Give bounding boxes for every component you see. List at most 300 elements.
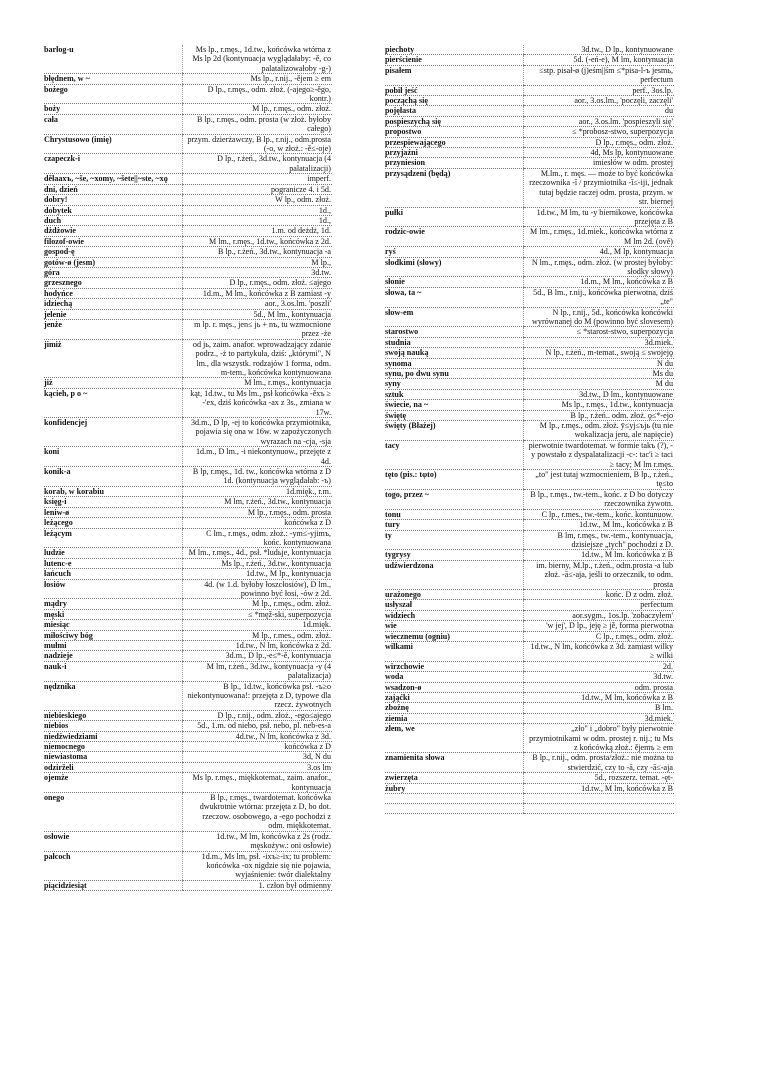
description-cell: 4d., M lp, kontynuacja [524, 247, 675, 257]
description-cell: 1d.m., Ms lm, psł. -ixъ≥-ix; tu problem: końcówka -ox nigdzie się nie pojawia, wyjaśnienie: twór dialektalny [183, 851, 333, 880]
description-cell: aor., 3.os.lm., 'poczęli, zaczęli' [524, 96, 675, 106]
term-cell: słowa, ta ~ [385, 287, 524, 307]
description-cell: N lp., r.nij., 5d., końcówka końcówki wyrównanej do M (powinno być slovesem) [524, 307, 675, 327]
table-row [385, 55, 674, 65]
description-cell: M lp., r.męs., odm. złoż. [183, 104, 333, 114]
table-row [44, 236, 332, 246]
table-row [44, 851, 332, 880]
description-cell: 3d.tw., D lp., kontynuowane [524, 45, 675, 55]
table-row [44, 267, 332, 277]
description-cell: M lp., [183, 257, 333, 267]
right-column [385, 45, 674, 814]
table-row [44, 205, 332, 215]
term-cell: wie [385, 621, 524, 631]
description-cell: 2d. [524, 661, 675, 671]
table-row [44, 651, 332, 661]
table-row [385, 277, 674, 287]
description-cell: B lp., r.żeń., 3d.tw., kontynuacja -a [183, 247, 333, 257]
table-row [44, 731, 332, 741]
description-cell: 1d.tw., M lm. końcówka z B [524, 550, 675, 560]
term-cell: miłościwy bóg [44, 630, 183, 640]
description-cell: D lp., r.męs., odm. złoż. (-ajego≥-ěgo, kontr.) [183, 84, 333, 104]
table-row [385, 65, 674, 85]
description-cell: m lp. r. męs., jen≤ jь + nъ, tu wzmocnione przez -że [183, 319, 333, 339]
description-cell: pierwotnie twardotemat. w formie takъ (?), -y powstało z dyspalatalizacji -c-: tac'i ≥ taci ≥ tacy; M lm r.męs. [524, 440, 675, 469]
table-row [44, 681, 332, 710]
description-cell: 3d.miek. [524, 713, 675, 723]
term-cell: czapeczk-i [44, 154, 183, 174]
description-cell: końcówka z D [183, 518, 333, 528]
description-cell: 1d., [183, 205, 333, 215]
table-row [385, 96, 674, 106]
description-cell: aor.sygm., 1os.lp. 'zobaczyłem' [524, 610, 675, 620]
description-cell: D lp., r.męs., odm. złoż. [524, 137, 675, 147]
table-row [44, 174, 332, 184]
term-cell: wirzchowie [385, 661, 524, 671]
table-row [44, 309, 332, 319]
description-cell: 3d.tw. [524, 672, 675, 682]
description-cell: aor., 3.os.lm. 'pospieszyli się' [524, 116, 675, 126]
term-cell: niebieskiego [44, 710, 183, 720]
description-cell: ≤ *starost-stwo, superpozycja [524, 327, 675, 337]
term-cell: syny [385, 379, 524, 389]
term-cell: barłog-u [44, 45, 183, 74]
term-cell: żubry [385, 783, 524, 793]
term-cell: tury [385, 520, 524, 530]
term-cell: leniw-ø [44, 507, 183, 517]
description-cell: 4d. (w 1.d. byłoby łoszcłosiów), D lm., powinno być łosi, -ów z 2d. [183, 579, 333, 599]
term-cell: męski [44, 609, 183, 619]
table-row [44, 721, 332, 731]
description-cell: końc. D z odm. złoż. [524, 589, 675, 599]
description-cell: „zło" i „dobro" były pierwotnie przymiotnikami w odm. prostej r. nij.; tu Ms z końcówką złoż.: ějemъ ≥ em [524, 724, 675, 753]
table-row [385, 127, 674, 137]
term-cell: pospieszychą się [385, 116, 524, 126]
description-cell: N du [524, 358, 675, 368]
table-row [385, 358, 674, 368]
table-row [44, 45, 332, 74]
term-cell: tonu [385, 509, 524, 519]
term-cell: ziemia [385, 713, 524, 723]
term-cell: nędznika [44, 681, 183, 710]
table-row [44, 84, 332, 104]
term-cell: leżącego [44, 518, 183, 528]
term-cell: nauk-i [44, 661, 183, 681]
table-row [385, 631, 674, 641]
table-row [385, 85, 674, 95]
term-cell: filozof-owie [44, 236, 183, 246]
term-cell: ty [385, 530, 524, 550]
table-row [44, 528, 332, 548]
table-row [44, 497, 332, 507]
glossary-table-right [385, 45, 674, 814]
term-cell: propostwo [385, 127, 524, 137]
term-cell: urażonego [385, 589, 524, 599]
table-row [385, 724, 674, 753]
table-row [385, 158, 674, 168]
term-cell: sztuk [385, 389, 524, 399]
term-cell: przyniesion [385, 158, 524, 168]
description-cell: od jь, zaim. anafor. wprowadzający zdanie podrz., -ż to partykuła, dziś: „którymi", N lm., dla wszystk. rodzajów 1 forma, odm. m-tem., końcówka kontynuowana [183, 339, 333, 378]
description-cell: B lp., r.męs., twardotemat. końcówka dwukrotnie wtórna: przejęta z D, bo dot. rzeczow. osobowego, a -ego pochodzi z odm. miękkotemat. [183, 793, 333, 832]
term-cell: pałcoch [44, 851, 183, 880]
term-cell: pisałem [385, 65, 524, 85]
description-cell: 4d.tw., N lm, końcówka z 3d. [183, 731, 333, 741]
description-cell: B lm, r.męs., tw.-tem., kontynuacja, dzisiejsze „tych" pochodzi z D. [524, 530, 675, 550]
term-cell: zwierzęta [385, 773, 524, 783]
description-cell: M lm., r.męs., 1d.tw., końcówka z 2d. [183, 236, 333, 246]
table-row [44, 257, 332, 267]
description-cell: du [524, 106, 675, 116]
term-cell: wsadzon-ø [385, 682, 524, 692]
table-row [44, 288, 332, 298]
description-cell: 5d., 1.m. od niebo, psł. nebo, pl. neb-es-a [183, 721, 333, 731]
table-row [385, 400, 674, 410]
term-cell: słodkimi (słowy) [385, 257, 524, 277]
empty-row [385, 794, 674, 804]
table-row [44, 507, 332, 517]
table-row [44, 418, 332, 447]
term-cell: gotów-ø (jesm) [44, 257, 183, 267]
description-cell: 1d.m., M lm., końcówka z B [524, 277, 675, 287]
term-cell: bożego [44, 84, 183, 104]
description-cell: 3d.m., D lp, -ej to końcówka przymiotnika, pojawia się ona w 16w. w zapożyczonych wyrazach na -cja, -sja [183, 418, 333, 447]
term-cell: pułki [385, 207, 524, 227]
table-row [385, 421, 674, 441]
term-cell: jiż [44, 378, 183, 388]
term-cell: jimiż [44, 339, 183, 378]
term-cell: togo, przez ~ [385, 489, 524, 509]
table-row [44, 558, 332, 568]
table-row [44, 609, 332, 619]
term-cell: ojemże [44, 773, 183, 793]
description-cell: 1d.tw., M lm, końcówka z B [524, 693, 675, 703]
table-row [44, 247, 332, 257]
term-cell: łańcuch [44, 569, 183, 579]
table-row [44, 74, 332, 84]
description-cell: M lp., r.męs., odm. złoż. ȳ≤yj≤ъjь (tu nie wokalizacja jeru, ale napięcie) [524, 421, 675, 441]
term-cell: niemocnego [44, 742, 183, 752]
description-cell: Ms du [524, 369, 675, 379]
term-cell: konfidencjej [44, 418, 183, 447]
table-row [385, 247, 674, 257]
description-cell: 1d.tw., N lm, końcówka z 3d. zamiast wilky ≥ wilki [524, 641, 675, 661]
term-cell: onego [44, 793, 183, 832]
term-cell: starostwo [385, 327, 524, 337]
description-cell: M lm, r.żeń., 3d.tw., kontynuacja [183, 497, 333, 507]
term-cell: łosiów [44, 579, 183, 599]
table-row [385, 389, 674, 399]
term-cell: koni [44, 447, 183, 467]
description-cell: 1d.m., D lm., -i niekontynuow., przejęte z 4d. [183, 447, 333, 467]
term-cell: znamienita słowa [385, 753, 524, 773]
table-row [385, 327, 674, 337]
table-row [385, 369, 674, 379]
term-cell: błędnem, w ~ [44, 74, 183, 84]
description-cell: D lp., r.męs., odm. złoż. ≤ajego [183, 278, 333, 288]
description-cell: 'w jej', D lp., jeję ≥ jě, forma pierwotna [524, 621, 675, 631]
term-cell: niewiastoma [44, 752, 183, 762]
description-cell: N lp., r.żeń., m-temat., swoją ≤ swojejǫ [524, 348, 675, 358]
description-cell: M lp., r.męs., odm. złoż. [183, 599, 333, 609]
description-cell: M lm, r.żeń., 3d.tw., kontynuacja -y (4 palatalizacja) [183, 661, 333, 681]
term-cell: piącidziesiąt [44, 880, 183, 890]
table-row [44, 447, 332, 467]
description-cell: Ms lp., r.męs., 1d.tw., końcówka wtórna z Ms lp 2d (kontynuacja wyglądałaby: -ě, co palatalizowałoby -g-) [183, 45, 333, 74]
description-cell: B lp, r.męs., 1d. tw., końcówka wtórna z D 1d. (kontynuacja wyglądałab: -ъ) [183, 467, 333, 487]
description-cell: ≤ *męž-ski, superpozycja [183, 609, 333, 619]
term-cell: słow-em [385, 307, 524, 327]
description-cell: 5d., B lm., r.nij., końcówka pierwotna, dziś „te" [524, 287, 675, 307]
description-cell: 5d. (-eń-e), M lm, kontynuacja [524, 55, 675, 65]
table-row [44, 388, 332, 417]
table-row [44, 319, 332, 339]
description-cell: W lp., odm. złoż. [183, 195, 333, 205]
table-row [385, 148, 674, 158]
description-cell: końcówka z D [183, 742, 333, 752]
table-row [44, 548, 332, 558]
table-row [385, 168, 674, 207]
term-cell: świecie, na ~ [385, 400, 524, 410]
term-cell: usłyszał [385, 600, 524, 610]
term-cell: leżącym [44, 528, 183, 548]
table-row [44, 339, 332, 378]
term-cell: dobytek [44, 205, 183, 215]
table-row [385, 783, 674, 793]
description-cell: M.lm., r. męs. — może to być końcówka rzeczownika -ǐ / przymiotnika -ǐ≤-iji, jednak tutaj będzie raczej odm. prosta, przym. w str. biernej [524, 168, 675, 207]
description-cell: Ms lp. r.męs., miękkotemat., zaim. anafor., kontynuacja [183, 773, 333, 793]
description-cell: B lp., r.męs., odm. prosta (w złoż. byłoby całego) [183, 114, 333, 134]
table-row [385, 410, 674, 420]
term-cell: niedźwiedziami [44, 731, 183, 741]
table-row [44, 378, 332, 388]
description-cell: przym. dzierżawczy, B lp., r.nij., odm.prosta (-o, w złoż.: -ě≤-oje) [183, 134, 333, 154]
description-cell: 3d, N du [183, 752, 333, 762]
term-cell: jelenie [44, 309, 183, 319]
term-cell: przespiewającego [385, 137, 524, 147]
term-cell: synoma [385, 358, 524, 368]
table-row [385, 600, 674, 610]
table-row [44, 226, 332, 236]
term-cell: odzirželi [44, 762, 183, 772]
term-cell: boży [44, 104, 183, 114]
description-cell: Ms lp., r.męs., 1d.tw., kontynuacja [524, 400, 675, 410]
description-cell: 3d.tw., D lm., kontynuowane [524, 389, 675, 399]
table-row [385, 489, 674, 509]
description-cell: im. bierny, M.lp., r.żeń., odm.prosta -a lub złoż. -ā≤-aja, jeśli to orzecznik, to odm. prosta [524, 560, 675, 589]
description-cell: 1d.tw., M lm, końcówka z B [524, 783, 675, 793]
term-cell: wiecznemu (ogniu) [385, 631, 524, 641]
table-row [385, 45, 674, 55]
term-cell: dżdżowie [44, 226, 183, 236]
description-cell: 4d, Ms lp, kontynuowane [524, 148, 675, 158]
description-cell: ≤stp. pisał-ø (j)eśm||śm ≤*pisa-l-ъ jesmь, perfectum [524, 65, 675, 85]
term-cell: udźwierdzona [385, 560, 524, 589]
table-row [385, 137, 674, 147]
table-row [44, 880, 332, 890]
table-row [385, 106, 674, 116]
term-cell: miesiąc [44, 620, 183, 630]
term-cell: piechoty [385, 45, 524, 55]
description-cell: 3d.tw. [183, 267, 333, 277]
description-cell: 1d.tw., M lm, końcówka z 2s (rodz. męskożyw.: oni osłowie) [183, 831, 333, 851]
table-row [385, 520, 674, 530]
description-cell: M du [524, 379, 675, 389]
table-row [44, 752, 332, 762]
table-row [385, 287, 674, 307]
term-cell: pobił jeść [385, 85, 524, 95]
description-cell: 1.m. od deżdż, 1d. [183, 226, 333, 236]
term-cell: złem, we [385, 724, 524, 753]
table-row [385, 703, 674, 713]
term-cell: dni, dzień [44, 184, 183, 194]
table-row [44, 134, 332, 154]
term-cell: Chrystusowo (imię) [44, 134, 183, 154]
term-cell: niebios [44, 721, 183, 731]
table-row [44, 640, 332, 650]
description-cell: C lp., r.męs., odm. złoż. [524, 631, 675, 641]
table-row [385, 307, 674, 327]
description-cell: aor., 3.os.lm. 'poszli' [183, 299, 333, 309]
term-cell: děłaaxъ, ~še, ~xomy, ~šete||~ste, ~xǫ [44, 174, 183, 184]
description-cell: 1d.tw., N lm, końcówka z 2d. [183, 640, 333, 650]
table-row [385, 550, 674, 560]
term-cell: idziechą [44, 299, 183, 309]
description-cell: 3.os lm [183, 762, 333, 772]
term-cell: słonie [385, 277, 524, 287]
description-cell: 1d.mięk. [183, 620, 333, 630]
table-row [385, 713, 674, 723]
table-row [44, 630, 332, 640]
term-cell: gospod-ę [44, 247, 183, 257]
description-cell: odm. prosta [524, 682, 675, 692]
description-cell: 1d., [183, 215, 333, 225]
table-row [44, 742, 332, 752]
term-cell: ryś [385, 247, 524, 257]
term-cell: swoją nauką [385, 348, 524, 358]
description-cell: 3d.m., D lp.,-e≤*-ě, kontynuacja [183, 651, 333, 661]
term-cell: tygrysy [385, 550, 524, 560]
table-row [385, 470, 674, 490]
description-cell: 5d., rozszerz. temat. -ęt- [524, 773, 675, 783]
term-cell: mądry [44, 599, 183, 609]
table-row [385, 337, 674, 347]
table-row [44, 104, 332, 114]
description-cell: 1d.tw., M lm, tu -y biernikowe, końcówka przejęta z B [524, 207, 675, 227]
description-cell: „to" jest tutaj wzmocnieniem, B lp., r.żeń., tę≤to [524, 470, 675, 490]
term-cell: świętę [385, 410, 524, 420]
table-row [385, 672, 674, 682]
table-row [44, 518, 332, 528]
table-row [44, 620, 332, 630]
table-row [385, 753, 674, 773]
description-cell: B lp., r.męs., tw.-tem., końc. z D bo dotyczy rzeczownika żywotn. [524, 489, 675, 509]
table-row [44, 773, 332, 793]
term-cell: tacy [385, 440, 524, 469]
table-row [385, 693, 674, 703]
description-cell: perfectum [524, 600, 675, 610]
table-row [385, 560, 674, 589]
table-row [385, 641, 674, 661]
term-cell: mułmi [44, 640, 183, 650]
term-cell: wilkami [385, 641, 524, 661]
term-cell: grzesznego [44, 278, 183, 288]
table-row [385, 661, 674, 671]
term-cell: począchą się [385, 96, 524, 106]
table-row [44, 195, 332, 205]
term-cell: studnia [385, 337, 524, 347]
table-row [385, 227, 674, 247]
description-cell: D lp., r.nij., odm. złoż., -ego≤ajego [183, 710, 333, 720]
glossary-table-left [44, 45, 332, 891]
term-cell: dobry! [44, 195, 183, 205]
table-row [44, 579, 332, 599]
description-cell: 5d., M lm., kontynuacja [183, 309, 333, 319]
table-row [44, 154, 332, 174]
description-cell: B lp., r.żeń.. odm. złoż. ǫ≤*-ejo [524, 410, 675, 420]
left-column [44, 45, 332, 891]
term-cell: święty (Błażej) [385, 421, 524, 441]
table-row [385, 682, 674, 692]
term-cell: hodyńce [44, 288, 183, 298]
description-cell: M lm., r.męs., 4d., psł. *ludьje, kontynuacja [183, 548, 333, 558]
term-cell: tęto (pis.: tφto) [385, 470, 524, 490]
table-row [44, 831, 332, 851]
description-cell: C lm., r.męs., odm. złoż.: -ym≤-yjimъ, końc. kontynuowana [183, 528, 333, 548]
table-row [44, 793, 332, 832]
table-row [44, 762, 332, 772]
table-row [385, 257, 674, 277]
table-row [44, 278, 332, 288]
term-cell: osłowie [44, 831, 183, 851]
table-row [44, 661, 332, 681]
description-cell: M lm., r.męs., kontynuacja [183, 378, 333, 388]
table-row [385, 207, 674, 227]
term-cell: widziech [385, 610, 524, 620]
term-cell: pojęłasta [385, 106, 524, 116]
description-cell: perf., 3os.lp. [524, 85, 675, 95]
table-row [44, 569, 332, 579]
term-cell: nadzieje [44, 651, 183, 661]
term-cell: ludzie [44, 548, 183, 558]
description-cell: Ms lp., r.nij., -ějem ≥ em [183, 74, 333, 84]
table-row [385, 621, 674, 631]
description-cell: 1d.mięk., r.m. [183, 486, 333, 496]
term-cell: synu, po dwu synu [385, 369, 524, 379]
description-cell: imperf. [183, 174, 333, 184]
term-cell: lutenc-e [44, 558, 183, 568]
description-cell: N lm., r.męs., odm. złoż. (w prostej byłoby: słodky słowy) [524, 257, 675, 277]
term-cell: woda [385, 672, 524, 682]
term-cell: rodzic-owie [385, 227, 524, 247]
term-cell: cała [44, 114, 183, 134]
term-cell: księg-i [44, 497, 183, 507]
empty-row [385, 804, 674, 814]
description-cell: Ms lp., r.żeń., 3d.tw., kontynuacja [183, 558, 333, 568]
description-cell: C lp., r.mes., tw.-tem., końc. kontunuow. [524, 509, 675, 519]
table-row [44, 114, 332, 134]
description-cell: M lm., r.męs., 1d.miek., końcówka wtórna z M lm 2d. (ově) [524, 227, 675, 247]
description-cell: ≤ *probosz-stwo, superpozycja [524, 127, 675, 137]
table-row [44, 184, 332, 194]
description-cell: kąt, 1d.tw., tu Ms lm., psł końcówka -ěxъ ≥ -'ex, dziś końcówka -ax z 3s., zmiana w 17w. [183, 388, 333, 417]
table-row [44, 467, 332, 487]
description-cell: B lp., r.nij., odm. prosta/złoż.: nie można tu stwierdzić, czy to -ā, czy -ā≤-aja [524, 753, 675, 773]
description-cell: B lp., 1d.tw., końcówka psł. -ъ≥o niekontynuowana!: przejęta z D, typowe dla rzecz. żywotnych [183, 681, 333, 710]
table-row [44, 599, 332, 609]
description-cell: 1. człon był odmienny [183, 880, 333, 890]
table-row [385, 509, 674, 519]
